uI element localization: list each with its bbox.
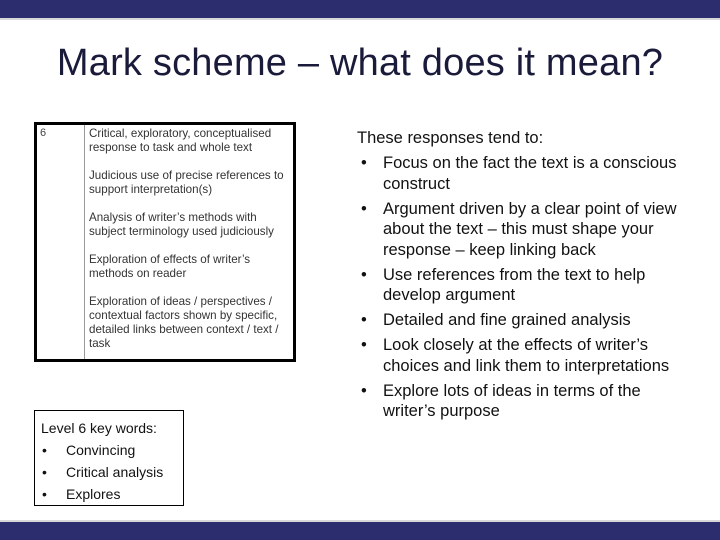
keyword-item: • Explores (41, 483, 183, 505)
response-point: • Argument driven by a clear point of view about the text – this must shape your response – keep linking back (357, 199, 692, 261)
keywords-list (41, 439, 183, 505)
top-divider (0, 18, 720, 20)
response-point: • Use references from the text to help develop argument (357, 265, 692, 306)
response-point: • Detailed and fine grained analysis (357, 310, 692, 331)
responses-list (357, 153, 692, 422)
response-point: • Focus on the fact the text is a conscious construct (357, 153, 692, 194)
criterion-item: Exploration of ideas / perspectives / contextual factors shown by specific, detailed links between context / text / task (89, 295, 279, 350)
responses-intro: These responses tend to: (357, 129, 544, 147)
criterion-item: Exploration of effects of writer’s methods on reader (89, 253, 251, 280)
response-point: • Look closely at the effects of writer’s choices and link them to interpretations (357, 335, 692, 376)
keyword-item: • Critical analysis (41, 461, 183, 483)
mark-scheme-excerpt (34, 122, 296, 362)
top-banner-bar (0, 0, 720, 18)
criterion-item: Analysis of writer’s methods with subject terminology used judiciously (89, 211, 274, 238)
mark-scheme-criteria (89, 127, 295, 362)
criterion-item: Judicious use of precise references to support interpretation(s) (89, 169, 284, 196)
keyword-item: • Convincing (41, 439, 183, 461)
bottom-banner-bar (0, 522, 720, 540)
responses-panel (357, 128, 692, 422)
keywords-heading: Level 6 key words: (41, 420, 157, 436)
keywords-box (34, 410, 184, 506)
mark-scheme-column-divider (84, 125, 85, 359)
response-point: • Explore lots of ideas in terms of the writer’s purpose (357, 381, 692, 422)
criterion-item: Critical, exploratory, conceptualised response to task and whole text (89, 127, 272, 154)
mark-scheme-level: 6 (40, 127, 47, 139)
slide-title: Mark scheme – what does it mean? (56, 42, 664, 84)
